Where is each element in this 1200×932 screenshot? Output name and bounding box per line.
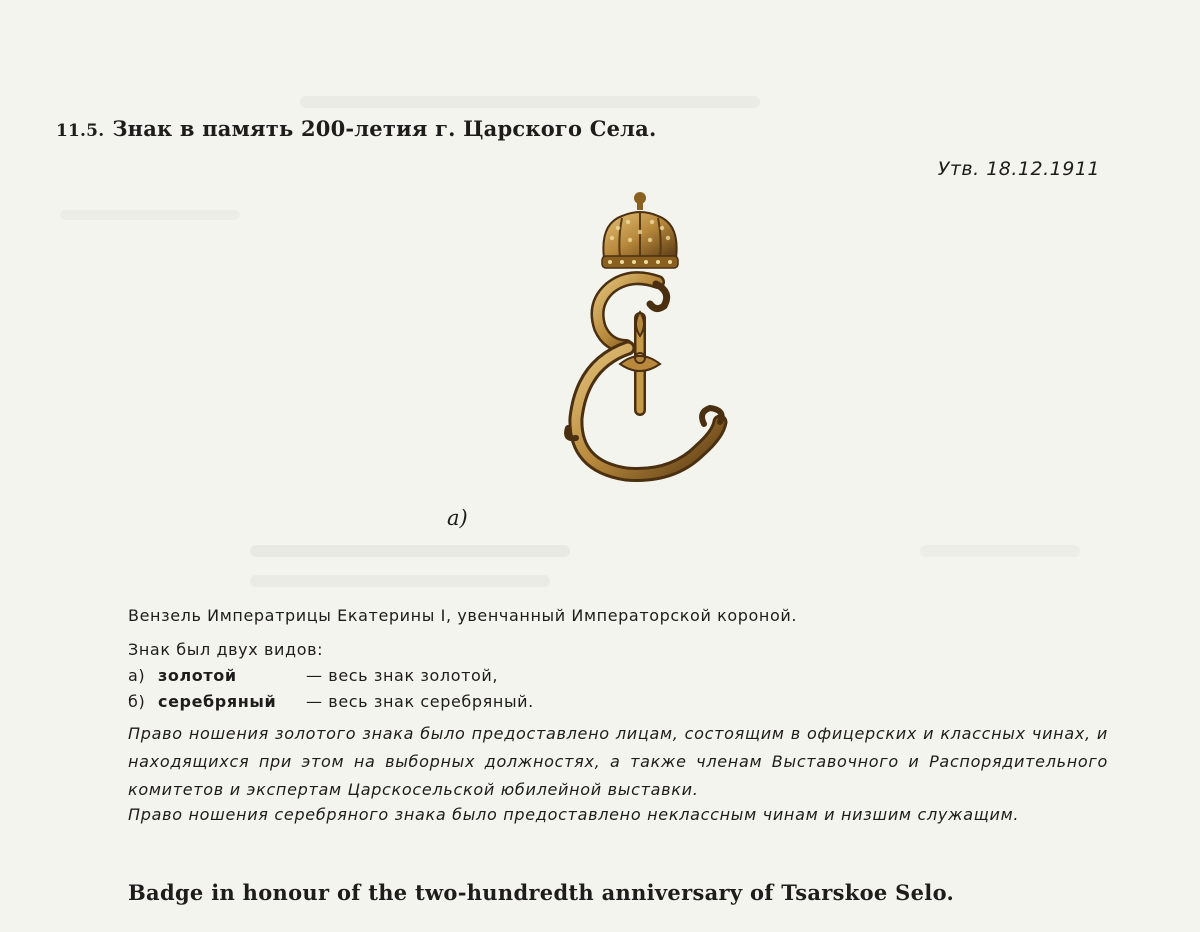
crown-icon — [602, 192, 678, 268]
badge-kinds — [128, 637, 1108, 715]
kinds-intro: Знак был двух видов: — [128, 640, 324, 659]
section-heading — [56, 116, 657, 141]
item-kind-text: — весь знак золотой, — [306, 666, 499, 685]
item-letter: а) — [128, 666, 146, 685]
list-item — [128, 663, 1108, 689]
item-kind-name: серебряный — [158, 692, 277, 711]
english-title: Badge in honour of the two-hundredth anniversary of Tsarskoe Selo. — [128, 880, 955, 905]
silver-badge-rights: Право ношения серебряного знака было предоставлено неклассным чинам и низшим служащим. — [128, 805, 1020, 824]
section-title: Знак в память 200-летия г. Царского Села. — [112, 116, 657, 141]
badge-description: Вензель Императрицы Екатерины I, увенчанный Императорской короной. — [128, 606, 798, 625]
section-number: 11.5. — [56, 121, 105, 141]
figure-label: а) — [447, 506, 468, 530]
gold-badge-rights: Право ношения золотого знака было предоставлено лицам, состоящим в офицерских и классных чинах, и находящихся при этом на выборных должностях, а также членам Выставочного и Распорядительного комитетов и экспертам Царскосельской юбилейной выставки. — [128, 724, 1108, 799]
monogram-badge-image — [560, 188, 740, 488]
item-letter: б) — [128, 692, 146, 711]
list-item — [128, 689, 1108, 715]
item-kind-name: золотой — [158, 666, 237, 685]
item-kind-text: — весь знак серебряный. — [306, 692, 534, 711]
approval-date: Утв. 18.12.1911 — [937, 158, 1100, 180]
